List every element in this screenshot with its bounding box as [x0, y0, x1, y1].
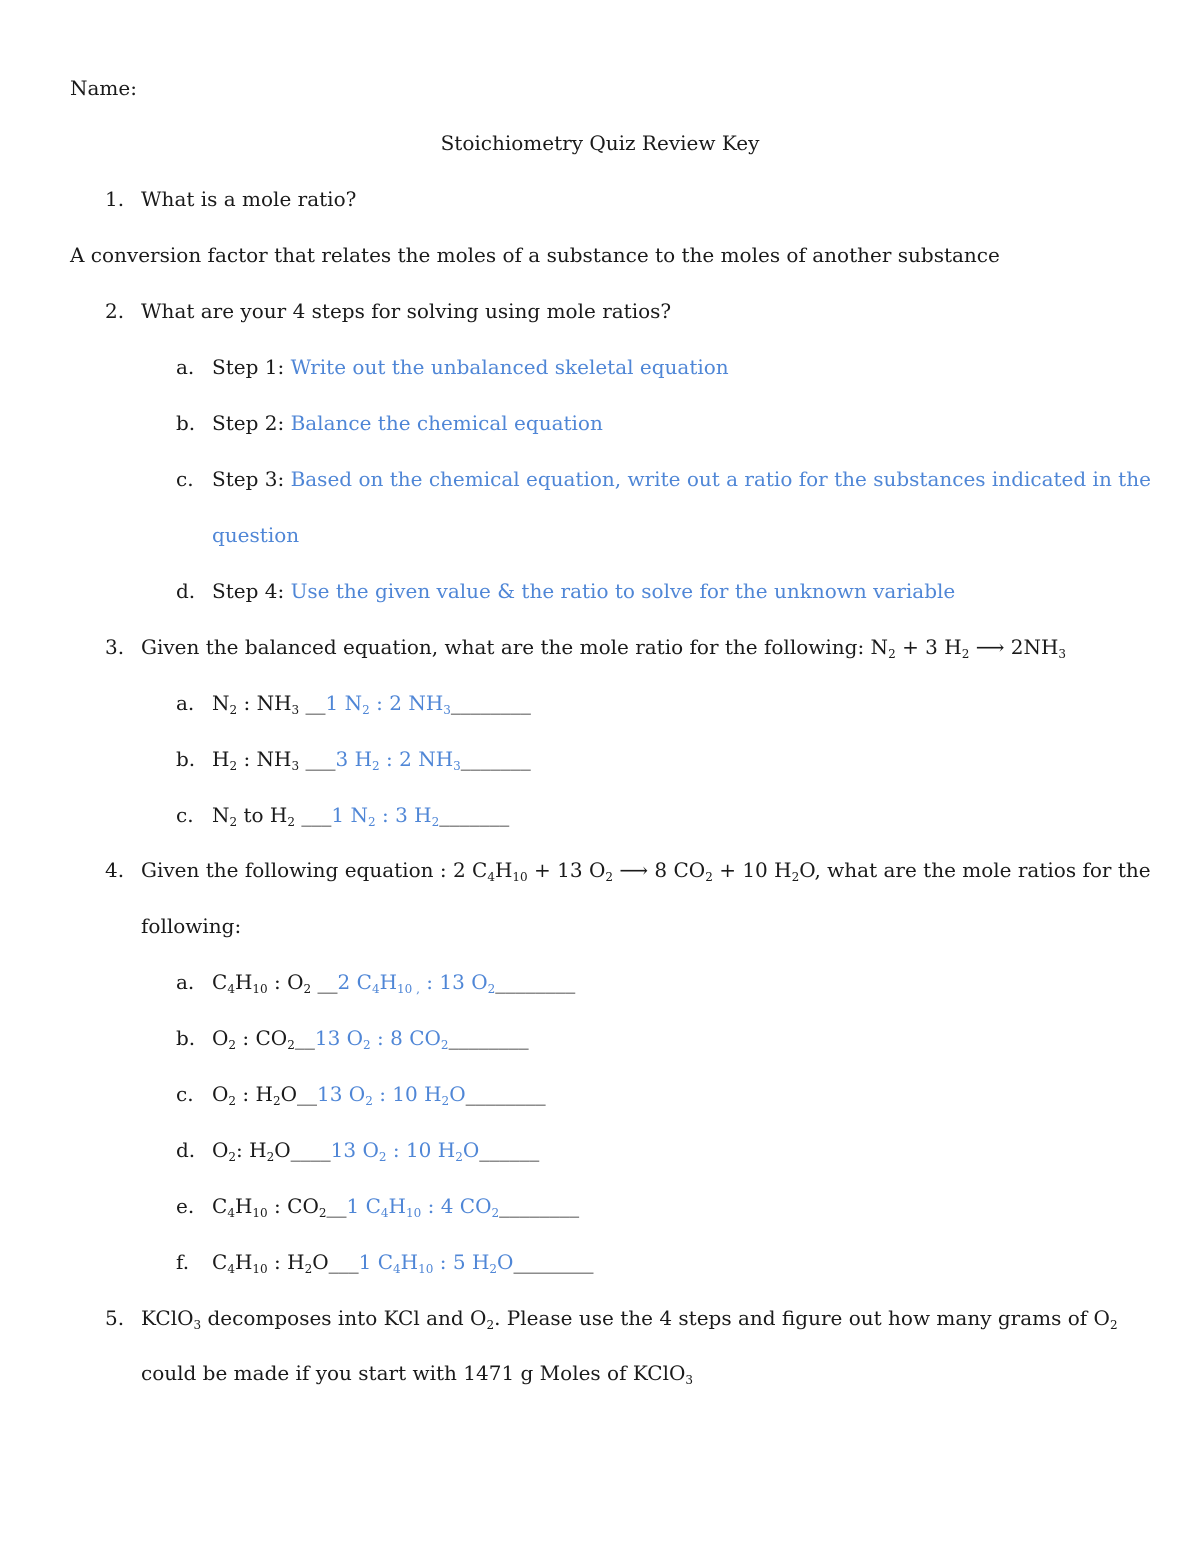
item-letter: f. — [176, 1250, 190, 1274]
question-4: 4. Given the following equation : 2 $C_4H_{10} + 13$ $O_2$ ⟶ 8 $CO_2 + 10$ $H_2O$, what are the mole ratios for the — [105, 858, 1151, 884]
item-letter: d. — [176, 579, 196, 603]
item-letter: b. — [176, 411, 196, 435]
step-answer: Based on the chemical equation, write out a ratio for the substances indicated in the — [290, 467, 1151, 491]
step-3 — [176, 466, 1151, 492]
step-label: Step 1: — [212, 355, 285, 379]
step-label: Step 2: — [212, 411, 285, 435]
question-2 — [105, 298, 671, 324]
item-letter: a. — [176, 355, 195, 379]
step-label: Step 4: — [212, 579, 285, 603]
question-text: What are your 4 steps for solving using mole ratios? — [141, 299, 672, 323]
question-number: 3. — [105, 635, 125, 659]
step-1 — [176, 354, 729, 380]
item-letter: a. — [176, 691, 195, 715]
step-answer: Balance the chemical equation — [290, 411, 603, 435]
item-letter: d. — [176, 1138, 196, 1162]
question-number: 5. — [105, 1306, 125, 1330]
q4-item-f: f. $C_4H_{10}$ : $H_2O\_\_\_1$ $C_4H_{10}$ : 5 $H_2O\_\_\_\_\_\_\_\_$ — [176, 1250, 594, 1276]
question-number: 4. — [105, 858, 125, 882]
item-letter: b. — [176, 747, 196, 771]
step-label: Step 3: — [212, 467, 285, 491]
q4-item-c: c. $O_2$ : $H_2O\_\_13$ $O_2$ : 10 $H_2O\_\_\_\_\_\_\_\_$ — [176, 1082, 546, 1108]
q3-item-c: c. $N_2$ to $H_2$ ___1 $N_2$ : 3 $H_2\_\_\_\_\_\_\_$ — [176, 803, 510, 829]
question-1 — [105, 186, 356, 212]
question-5: 5. KClO$_3$ decomposes into KCl and $O_2$. Please use the 4 steps and figure out how many grams of $O_2$ — [105, 1306, 1118, 1332]
item-letter: c. — [176, 803, 194, 827]
q3-item-a: a. $N_2$ : $NH_3$ __1 $N_2$ : 2 $NH_3\_\_\_\_\_\_\_\_$ — [176, 691, 531, 717]
question-number: 1. — [105, 187, 125, 211]
question-text: decomposes into KCl and O — [201, 1306, 487, 1330]
answer-1: A conversion factor that relates the moles of a substance to the moles of another substance — [70, 243, 1000, 267]
question-text: KClO — [141, 1306, 194, 1330]
question-text: Given the following equation : 2 C — [141, 858, 488, 882]
question-text: Given the balanced equation, what are the mole ratio for the following: N — [141, 635, 889, 659]
name-label: Name: — [70, 76, 137, 100]
step-4 — [176, 578, 955, 604]
item-letter: a. — [176, 970, 195, 994]
q4-item-a: a. $C_4H_{10}$ : $O_2$ __2 $C_4H_{10 ,}$ : 13 $O_2\_\_\_\_\_\_\_\_$ — [176, 970, 576, 996]
question-text: . Please use the 4 steps and figure out how many grams of O — [494, 1306, 1110, 1330]
q3-item-b: b. $H_2$ : $NH_3$ ___3 $H_2$ : 2 $NH_3\_\_\_\_\_\_\_$ — [176, 747, 531, 773]
item-letter: b. — [176, 1026, 196, 1050]
q4-item-b: b. $O_2$ : $CO_2\_\_13$ $O_2$ : 8 $CO_2\_\_\_\_\_\_\_\_$ — [176, 1026, 529, 1052]
equation-part: ⟶ 2NH — [975, 635, 1059, 659]
question-text: , what are the mole ratios for the — [814, 858, 1151, 882]
q4-item-d: d. $O_2$: $H_2O\_\_\_\_13$ $O_2$ : 10 $H_2O\_\_\_\_\_\_$ — [176, 1138, 540, 1164]
page-title: Stoichiometry Quiz Review Key — [440, 131, 760, 155]
step-3-continued: question — [212, 523, 300, 547]
step-2 — [176, 410, 603, 436]
equation-part: + 3 H — [902, 635, 962, 659]
question-text: could be made if you start with 1471 g Moles of KClO — [141, 1361, 686, 1385]
question-text: What is a mole ratio? — [141, 187, 357, 211]
question-3: 3. Given the balanced equation, what are the mole ratio for the following: $N_2 + 3$ $H_2$ ⟶ $2NH_3$ — [105, 635, 1067, 661]
item-letter: e. — [176, 1194, 195, 1218]
item-letter: c. — [176, 467, 194, 491]
step-answer: Write out the unbalanced skeletal equation — [290, 355, 729, 379]
step-answer: Use the given value & the ratio to solve for the unknown variable — [290, 579, 956, 603]
item-letter: c. — [176, 1082, 194, 1106]
question-5-continued: could be made if you start with 1471 g Moles of KClO$_3$ — [141, 1361, 693, 1387]
question-number: 2. — [105, 299, 125, 323]
q4-item-e: e. $C_4H_{10}$ : $CO_2\_\_1$ $C_4H_{10}$ : 4 $CO_2\_\_\_\_\_\_\_\_$ — [176, 1194, 580, 1220]
question-4-continued: following: — [141, 914, 242, 938]
